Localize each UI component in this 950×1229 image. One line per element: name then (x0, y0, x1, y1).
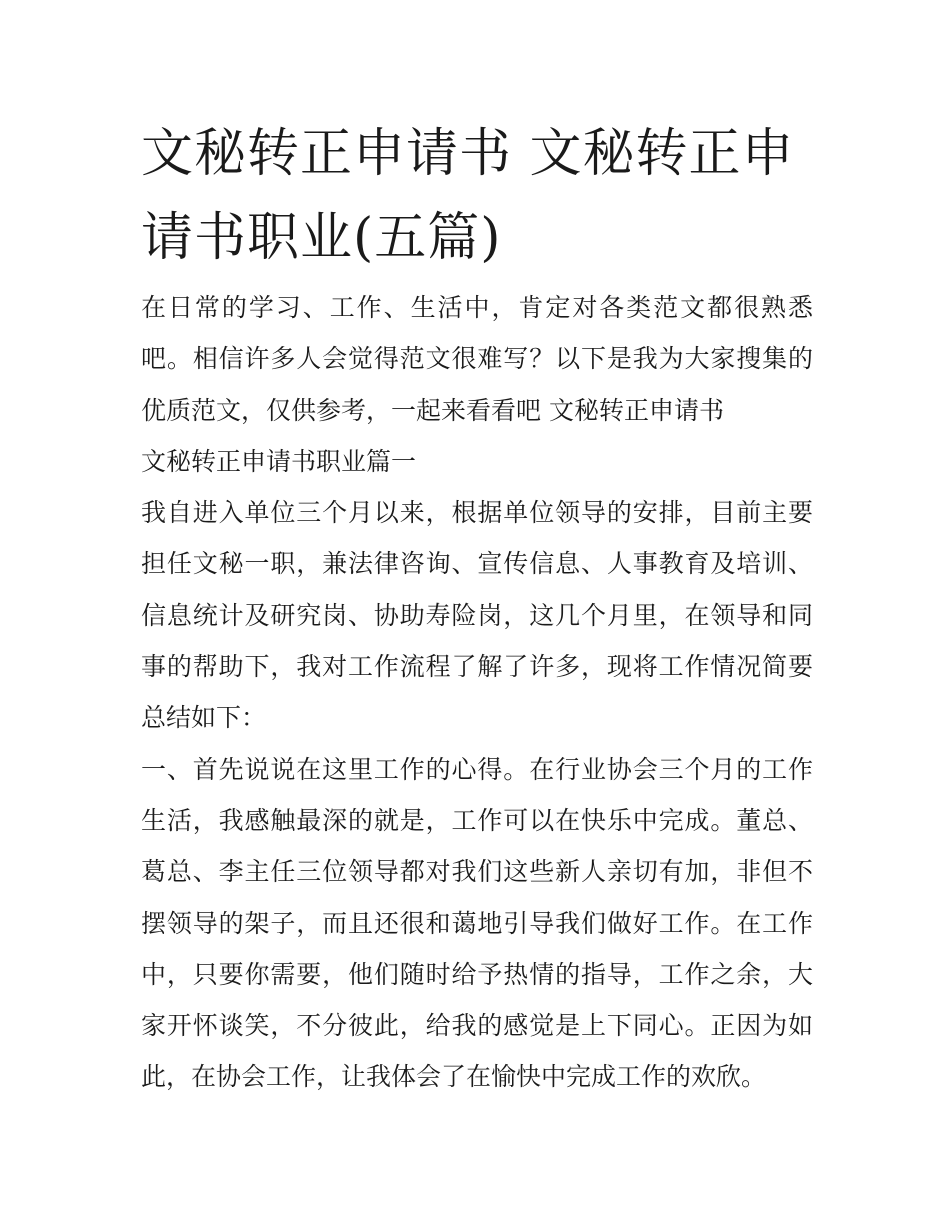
body-paragraph: 我自进入单位三个月以来，根据单位领导的安排，目前主要担任文秘一职，兼法律咨询、宣传信息、人事教育及培训、信息统计及研究岗、协助寿险岗，这几个月里，在领导和同事的帮助下，我对工作流程了解了许多，现将工作情况简要总结如下： (141, 498, 813, 733)
document-title: 文秘转正申请书 文秘转正申请书职业(五篇) (141, 124, 795, 268)
body-paragraph: 一、首先说说在这里工作的心得。在行业协会三个月的工作生活，我感触最深的就是，工作可以在快乐中完成。董总、葛总、李主任三位领导都对我们这些新人亲切有加，非但不摆领导的架子，而且还很和蔼地引导我们做好工作。在工作中，只要你需要，他们随时给予热情的指导，工作之余，大家开怀谈笑，不分彼此，给我的感觉是上下同心。正因为如此，在协会工作，让我体会了在愉快中完成工作的欢欣。 (141, 754, 813, 1092)
document-body (141, 112, 813, 1103)
section-heading: 文秘转正申请书职业篇一 (141, 446, 417, 476)
intro-paragraph: 在日常的学习、工作、生活中，肯定对各类范文都很熟悉吧。相信许多人会觉得范文很难写？以下是我为大家搜集的优质范文，仅供参考，一起来看看吧 文秘转正申请书 (141, 293, 813, 425)
